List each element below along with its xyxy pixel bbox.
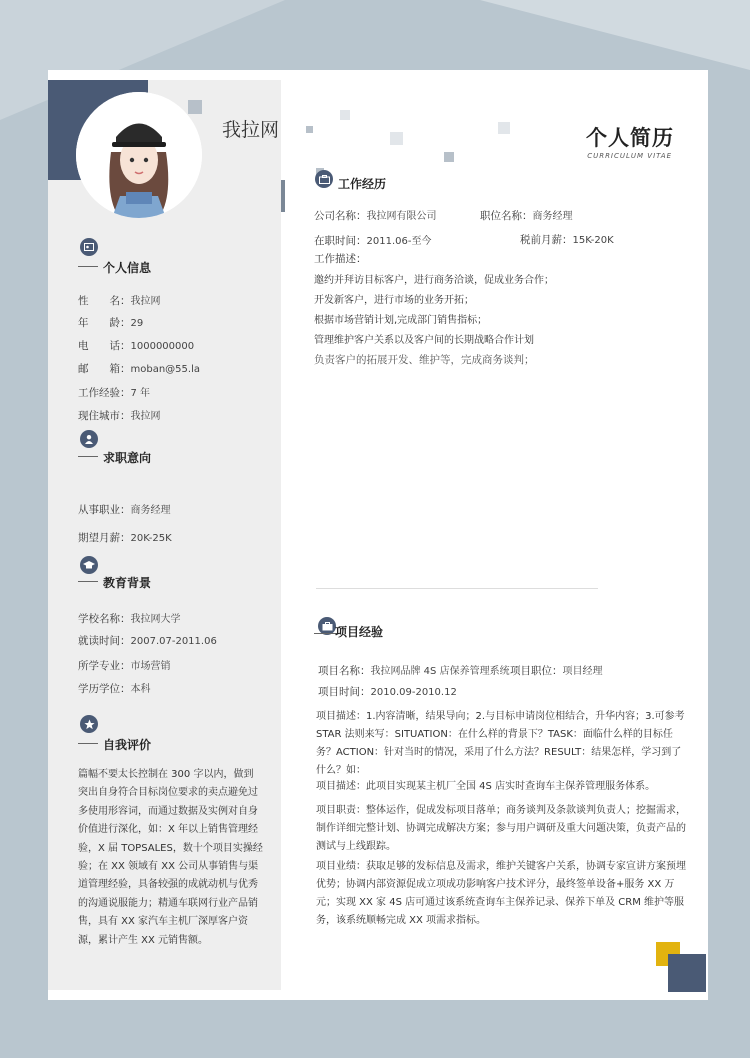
name: 我拉网 (222, 119, 280, 141)
self-eval-title: 自我评价 (103, 738, 152, 752)
decor-square (390, 132, 403, 145)
project-role: 项目职位：项目经理 (510, 665, 603, 677)
project-duty: 项目职责：整体运作，促成发标项目落单；商务谈判及条款谈判负责人；挖掘需求，制作详细完整计划、协调完成解决方案；参与用户调研及重大问题决策，负责产品的测试与上线跟踪。 (316, 805, 686, 852)
section-rule (78, 456, 98, 457)
graduation-cap-icon (80, 556, 98, 574)
project-title: 项目经验 (335, 625, 384, 639)
avatar (76, 92, 202, 218)
decor-square (188, 100, 202, 114)
edu-row-degree: 学历学位：本科 (78, 683, 151, 695)
project-desc-1: 项目描述：1.内容清晰，结果导向；2.与目标申请岗位相结合，升华内容；3.可参考 STAR 法则来写：SITUATION：在什么样的背景下？TASK：面临什么样的目标任务？ACTION：针对当时的情况，采用了什么方法？RESULT：结果怎样，学习到了什么？如： (316, 711, 685, 776)
self-eval-text: 篇幅不要太长控制在 300 字以内，做到突出自身符合目标岗位要求的卖点避免过多使用形容词，而通过数据及实例对自身价值进行深化，如：X 年以上销售管理经验，X 届 TOPSALES，数十个项目实操经验；在 XX 领域有 XX 公司从事销售与渠道管理经验，具备较强的成就动机与优秀的沟通说服能力；精通车联网行业产品销售，具有 XX 家汽车主机厂深厚客户资源，累计产生 XX 元销售额。 (78, 769, 263, 946)
resume-title: 个人简历 (586, 126, 674, 150)
star-icon (80, 715, 98, 733)
person-icon (80, 430, 98, 448)
corner-accent-navy (668, 954, 706, 992)
decor-square (444, 152, 454, 162)
briefcase-icon (315, 170, 333, 188)
edu-row-major: 所学专业：市场营销 (78, 660, 171, 672)
info-row-name: 性 名：我拉网 (78, 295, 161, 307)
resume-subtitle: CURRICULUM VITAE (587, 152, 672, 160)
id-card-icon (80, 238, 98, 256)
section-divider (316, 588, 598, 589)
info-row-age: 年 龄：29 (78, 317, 144, 329)
intent-row-occupation: 从事职业：商务经理 (78, 504, 171, 516)
work-title: 工作经历 (338, 177, 387, 191)
accent-bar (281, 180, 285, 212)
work-desc-line: 负责客户的拓展开发、维护等，完成商务谈判； (314, 354, 535, 366)
section-rule (78, 266, 98, 267)
info-row-email: 邮 箱：moban@55.la (78, 363, 200, 375)
work-desc-line: 根据市场营销计划,完成部门销售指标； (314, 315, 488, 326)
info-row-experience: 工作经验：7 年 (78, 387, 151, 399)
project-name: 项目名称：我拉网品牌 4S 店保养管理系统 (318, 665, 510, 677)
job-intent-title: 求职意向 (103, 451, 152, 465)
intent-row-salary: 期望月薪：20K-25K (78, 532, 172, 544)
work-desc-line: 邀约并拜访目标客户，进行商务洽谈，促成业务合作； (314, 275, 554, 286)
personal-info-title: 个人信息 (103, 261, 152, 275)
section-rule (78, 743, 98, 744)
decor-square (498, 122, 510, 134)
edu-row-period: 就读时间：2007.07-2011.06 (78, 635, 217, 647)
work-desc-label: 工作描述： (314, 253, 367, 265)
section-rule (78, 581, 98, 582)
work-time: 在职时间：2011.06-至今 (314, 235, 432, 247)
project-desc-2: 项目描述：此项目实现某主机厂全国 4S 店实时查询车主保养管理服务体系。 (316, 781, 656, 792)
education-title: 教育背景 (103, 576, 152, 590)
decor-square (340, 110, 350, 120)
work-salary: 税前月薪：15K-20K (520, 234, 614, 246)
work-position: 职位名称：商务经理 (480, 210, 573, 222)
work-company: 公司名称：我拉网有限公司 (314, 210, 437, 222)
work-desc-line: 开发新客户，进行市场的业务开拓； (314, 295, 474, 306)
edu-row-school: 学校名称：我拉网大学 (78, 613, 181, 625)
resume-page (48, 70, 708, 1000)
info-row-city: 现住城市：我拉网 (78, 410, 161, 422)
project-result: 项目业绩：获取足够的发标信息及需求，维护关键客户关系，协调专家宣讲方案预埋优势；协调内部资源促成立项成功影响客户技术评分，最终签单设备+服务 XX 万元；实现 XX 家 4S 店可通过该系统查询车主保养记录、保养下单及 CRM 维护等服务，该系统顺畅完成 XX 项需求指标。 (316, 861, 686, 926)
decor-square (306, 126, 313, 133)
info-row-phone: 电 话：1000000000 (78, 340, 195, 352)
project-time: 项目时间：2010.09-2010.12 (318, 686, 457, 698)
work-desc-line: 管理维护客户关系以及客户间的长期战略合作计划 (314, 335, 534, 346)
